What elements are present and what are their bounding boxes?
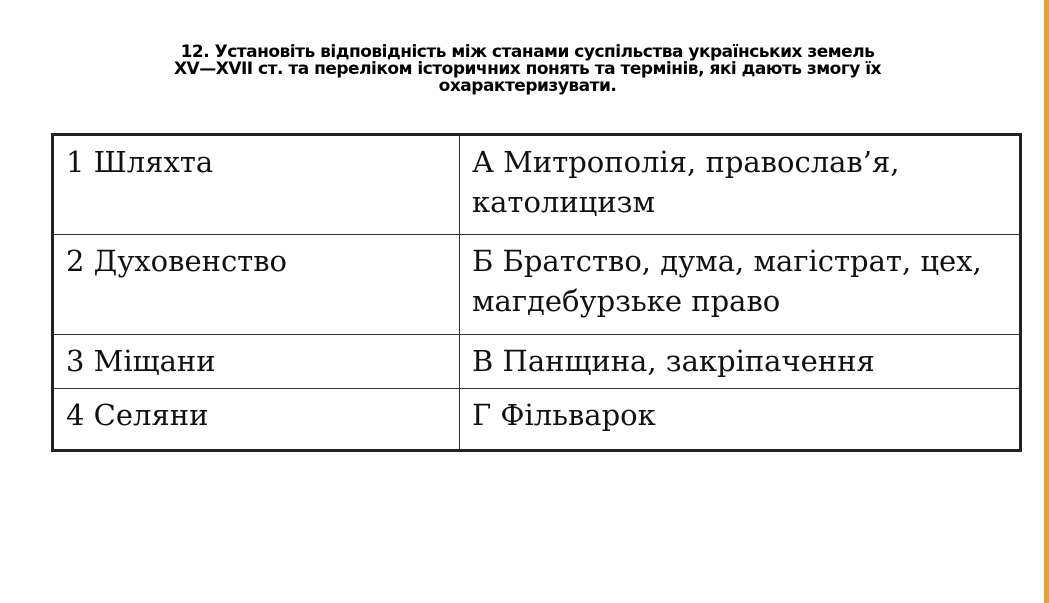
estate-cell [53,335,460,389]
matching-table [51,133,1022,452]
table-row [53,135,1021,235]
terms-label: Г Фільварок [472,398,656,432]
terms-label: католицизм [472,185,656,219]
estate-label: 4 Селяни [66,398,209,432]
table-row [53,389,1021,451]
terms-cell [460,235,1021,335]
estate-label: 1 Шляхта [66,145,214,179]
estate-cell [53,235,460,335]
terms-cell [460,389,1021,451]
table-row [53,335,1021,389]
question-title-line: охарактеризувати. [438,76,617,96]
terms-label: магдебурзьке право [472,284,781,318]
question-title-line: XV—XVII ст. та переліком історичних понять та термінів, які дають змогу їх [173,59,882,79]
terms-label: В Панщина, закріпачення [472,344,875,378]
estate-cell [53,389,460,451]
terms-label: А Митрополія, православ’я, [472,145,900,179]
estate-cell [53,135,460,235]
estate-label: 3 Міщани [66,344,216,378]
estate-label: 2 Духовенство [66,244,288,278]
slide-edge-accent [1044,0,1049,603]
terms-cell [460,135,1021,235]
terms-cell [460,335,1021,389]
terms-label: Б Братство, дума, магістрат, цех, [472,244,982,278]
table-row [53,235,1021,335]
question-title-line: 12. Установіть відповідність між станами суспільства українських земель [180,42,875,62]
question-title [40,44,1015,95]
